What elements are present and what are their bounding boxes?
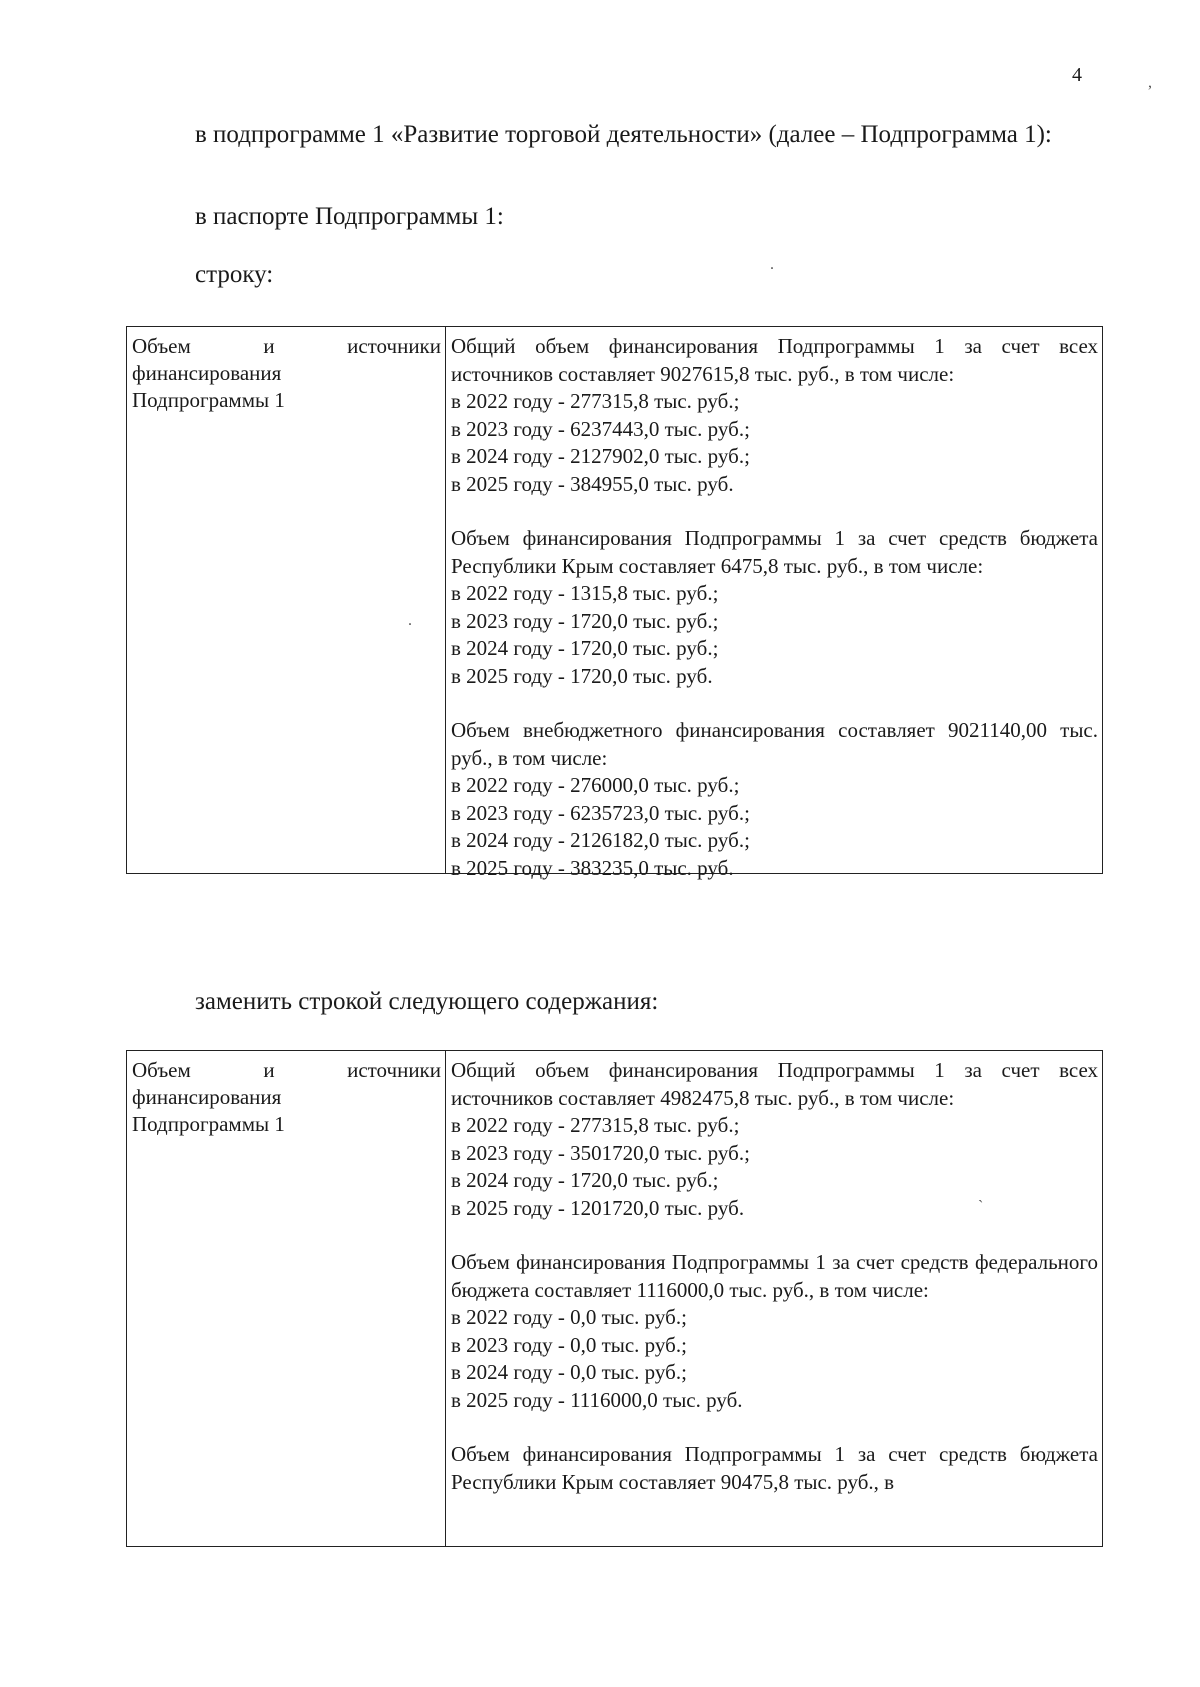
funding-lead: Объем внебюджетного финансирования составляет 9021140,00 тыс. руб., в том числе: [451,718,1098,770]
year-line: в 2023 году - 6235723,0 тыс. руб.; [451,800,750,825]
scan-speck: ` [978,1198,984,1215]
table-new-left-cell [127,1051,446,1546]
funding-block [451,717,1098,882]
funding-block [451,1441,1098,1496]
funding-table-new [126,1050,1103,1547]
funding-block [451,333,1098,498]
table-new-left-line3: Подпрограммы 1 [132,1112,285,1136]
year-line: в 2024 году - 2127902,0 тыс. руб.; [451,444,750,468]
year-line: в 2024 году - 1720,0 тыс. руб.; [451,636,719,660]
year-line: в 2025 году - 1720,0 тыс. руб. [451,663,713,688]
funding-lead: Объем финансирования Подпрограммы 1 за счет средств бюджета Республики Крым составляет 90475,8 тыс. руб., в [451,1442,1098,1494]
funding-lead: Объем финансирования Подпрограммы 1 за счет средств федерального бюджета составляет 1116000,0 тыс. руб., в том числе: [451,1250,1098,1302]
year-line: в 2024 году - 1720,0 тыс. руб.; [451,1168,719,1192]
replace-line: заменить строкой следующего содержания: [195,988,659,1015]
year-line: в 2023 году - 1720,0 тыс. руб.; [451,608,719,633]
funding-block [451,525,1098,690]
passport-line: в паспорте Подпрограммы 1: [195,203,504,230]
year-line: в 2022 году - 277315,8 тыс. руб.; [451,1113,740,1137]
intro-paragraph: в подпрограмме 1 «Развитие торговой деятельности» (далее – Подпрограмма 1): [195,121,1052,148]
funding-lead: Общий объем финансирования Подпрограммы 1 за счет всех источников составляет 9027615,8 тыс. руб., в том числе: [451,334,1098,386]
year-line: в 2024 году - 2126182,0 тыс. руб.; [451,828,750,852]
table-new-left-line2: финансирования [132,1085,282,1109]
year-line: в 2022 году - 1315,8 тыс. руб.; [451,581,719,605]
year-line: в 2025 году - 1201720,0 тыс. руб. [451,1195,745,1220]
scan-speck: . [408,612,412,629]
table-old-left-line2: финансирования [132,361,282,385]
year-line: в 2022 году - 0,0 тыс. руб.; [451,1305,687,1329]
page-number: 4 [1072,64,1082,86]
year-line: в 2024 году - 0,0 тыс. руб.; [451,1360,687,1384]
year-line: в 2023 году - 0,0 тыс. руб.; [451,1332,687,1357]
year-line: в 2025 году - 1116000,0 тыс. руб. [451,1387,743,1412]
funding-lead: Общий объем финансирования Подпрограммы 1 за счет всех источников составляет 4982475,8 тыс. руб., в том числе: [451,1058,1098,1110]
table-old-left-line1: Объем и источники [132,334,441,358]
table-new-left-line1: Объем и источники [132,1058,441,1082]
scan-speck: , [1148,74,1152,91]
row-line: строку: [195,261,274,288]
funding-block [451,1249,1098,1414]
funding-block [451,1057,1098,1222]
year-line: в 2022 году - 277315,8 тыс. руб.; [451,389,740,413]
year-line: в 2022 году - 276000,0 тыс. руб.; [451,773,740,797]
table-old-right-cell [446,327,1102,880]
table-old-left-line3: Подпрограммы 1 [132,388,285,412]
funding-table-old [126,326,1103,880]
year-line: в 2023 году - 3501720,0 тыс. руб.; [451,1140,750,1165]
scan-speck: . [770,256,774,273]
table-old-left-cell [127,327,446,873]
year-line: в 2023 году - 6237443,0 тыс. руб.; [451,416,750,441]
table-new-right-cell [446,1051,1102,1546]
funding-lead: Объем финансирования Подпрограммы 1 за счет средств бюджета Республики Крым составляет 6475,8 тыс. руб., в том числе: [451,526,1098,578]
year-line: в 2025 году - 383235,0 тыс. руб. [451,855,734,880]
year-line: в 2025 году - 384955,0 тыс. руб. [451,471,734,496]
